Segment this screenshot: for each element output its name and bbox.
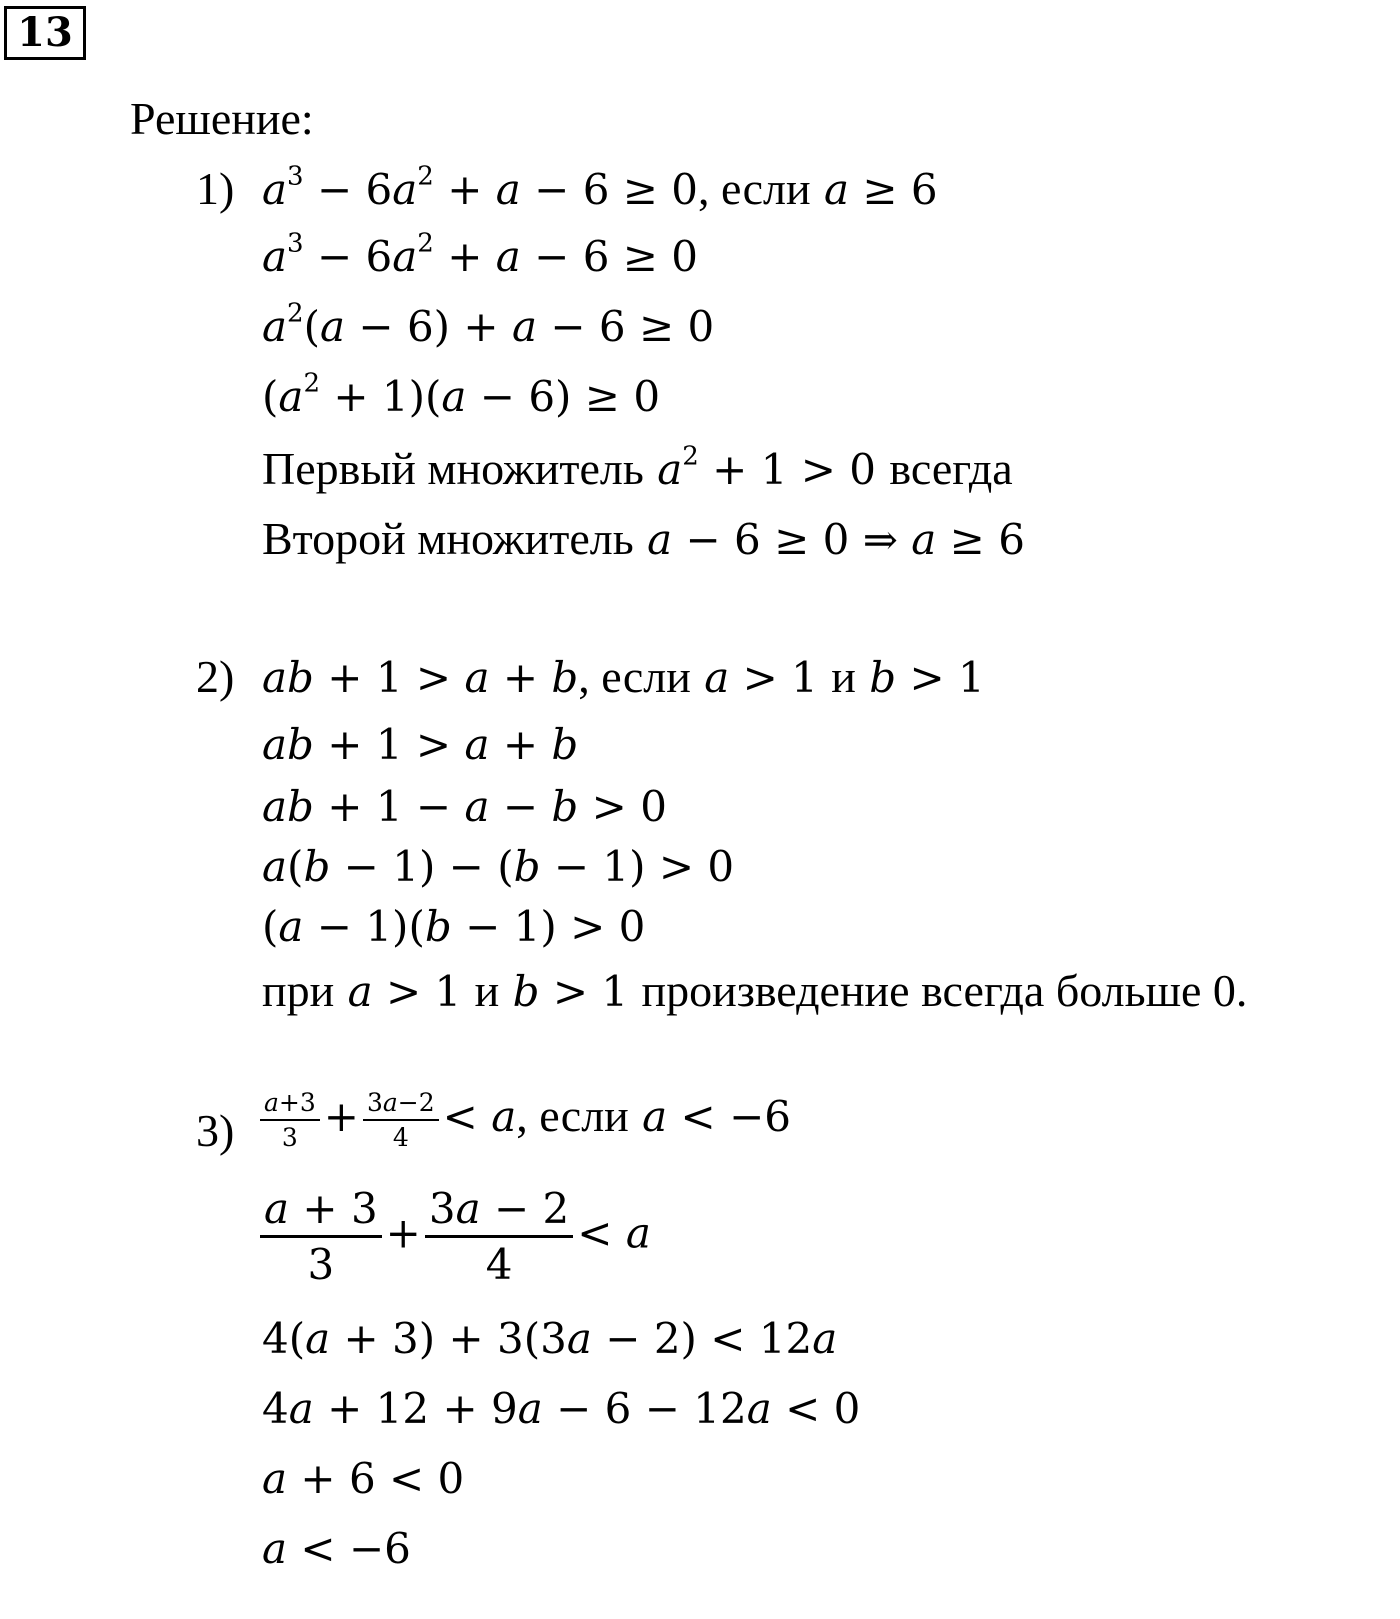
- part-2-conclusion: при a > 1 и b > 1 произведение всегда больше 0.: [262, 965, 1248, 1016]
- part-2-label: 2): [196, 651, 235, 702]
- part-1-statement: $a^3 - 6a^2 + a - 6 \ge 0$, если a ≥ 6: [262, 161, 938, 214]
- and-text: и: [474, 965, 500, 1016]
- part-3-step-5: a < −6: [262, 1524, 411, 1573]
- and-text: и: [831, 651, 856, 702]
- product-text: произведение всегда больше 0.: [641, 965, 1248, 1016]
- solution-heading: Решение:: [130, 93, 314, 144]
- part-2-step-4: (a − 1)(b − 1) > 0: [262, 902, 646, 951]
- always-text: всегда: [889, 443, 1013, 494]
- part-1-second-factor: Второй множитель a − 6 ≥ 0 ⇒ a ≥ 6: [262, 513, 1025, 564]
- part-3-label: 3): [196, 1105, 235, 1156]
- part-3-step-3: 4a + 12 + 9a − 6 − 12a < 0: [262, 1384, 861, 1433]
- if-text: , если: [698, 163, 811, 214]
- second-factor-text: Второй множитель: [262, 513, 634, 564]
- part-1-step-2: $a^2(a - 6) + a - 6 \ge 0$: [262, 298, 715, 351]
- fraction: $\frac{a + 3}{3}$: [260, 1184, 382, 1289]
- part-3-statement: $\frac{a+3}{3}$ + $\frac{3a-2}{4}$ < a, если a < −6: [256, 1088, 791, 1152]
- fraction: $\frac{a+3}{3}$: [260, 1088, 320, 1152]
- part-2-step-2: ab + 1 − a − b > 0: [262, 782, 667, 831]
- fraction: $\frac{3a - 2}{4}$: [425, 1184, 573, 1289]
- part-2-step-3: a(b − 1) − (b − 1) > 0: [262, 842, 735, 891]
- part-3-step-4: a + 6 < 0: [262, 1454, 465, 1503]
- part-1-step-3: $(a^2 + 1)(a - 6) \ge 0$: [262, 368, 661, 421]
- part-1-label: 1): [196, 163, 235, 214]
- part-1-first-factor: Первый множитель $a^2 + 1 > 0$ всегда: [262, 441, 1013, 494]
- fraction: $\frac{3a-2}{4}$: [363, 1088, 439, 1152]
- part-3-step-2: 4(a + 3) + 3(3a − 2) < 12a: [262, 1314, 838, 1363]
- part-3-step-1: $\frac{a + 3}{3}$ + $\frac{3a - 2}{4}$ < a: [256, 1184, 651, 1289]
- at-text: при: [262, 965, 335, 1016]
- if-text: , если: [516, 1090, 629, 1141]
- if-text: , если: [578, 651, 691, 702]
- part-1-step-1: $a^3 - 6a^2 + a - 6 \ge 0$: [262, 228, 699, 281]
- problem-number-badge: 13: [4, 6, 86, 60]
- part-2-statement: ab + 1 > a + b, если a > 1 и b > 1: [262, 651, 985, 702]
- first-factor-text: Первый множитель: [262, 443, 644, 494]
- part-2-step-1: ab + 1 > a + b: [262, 720, 579, 769]
